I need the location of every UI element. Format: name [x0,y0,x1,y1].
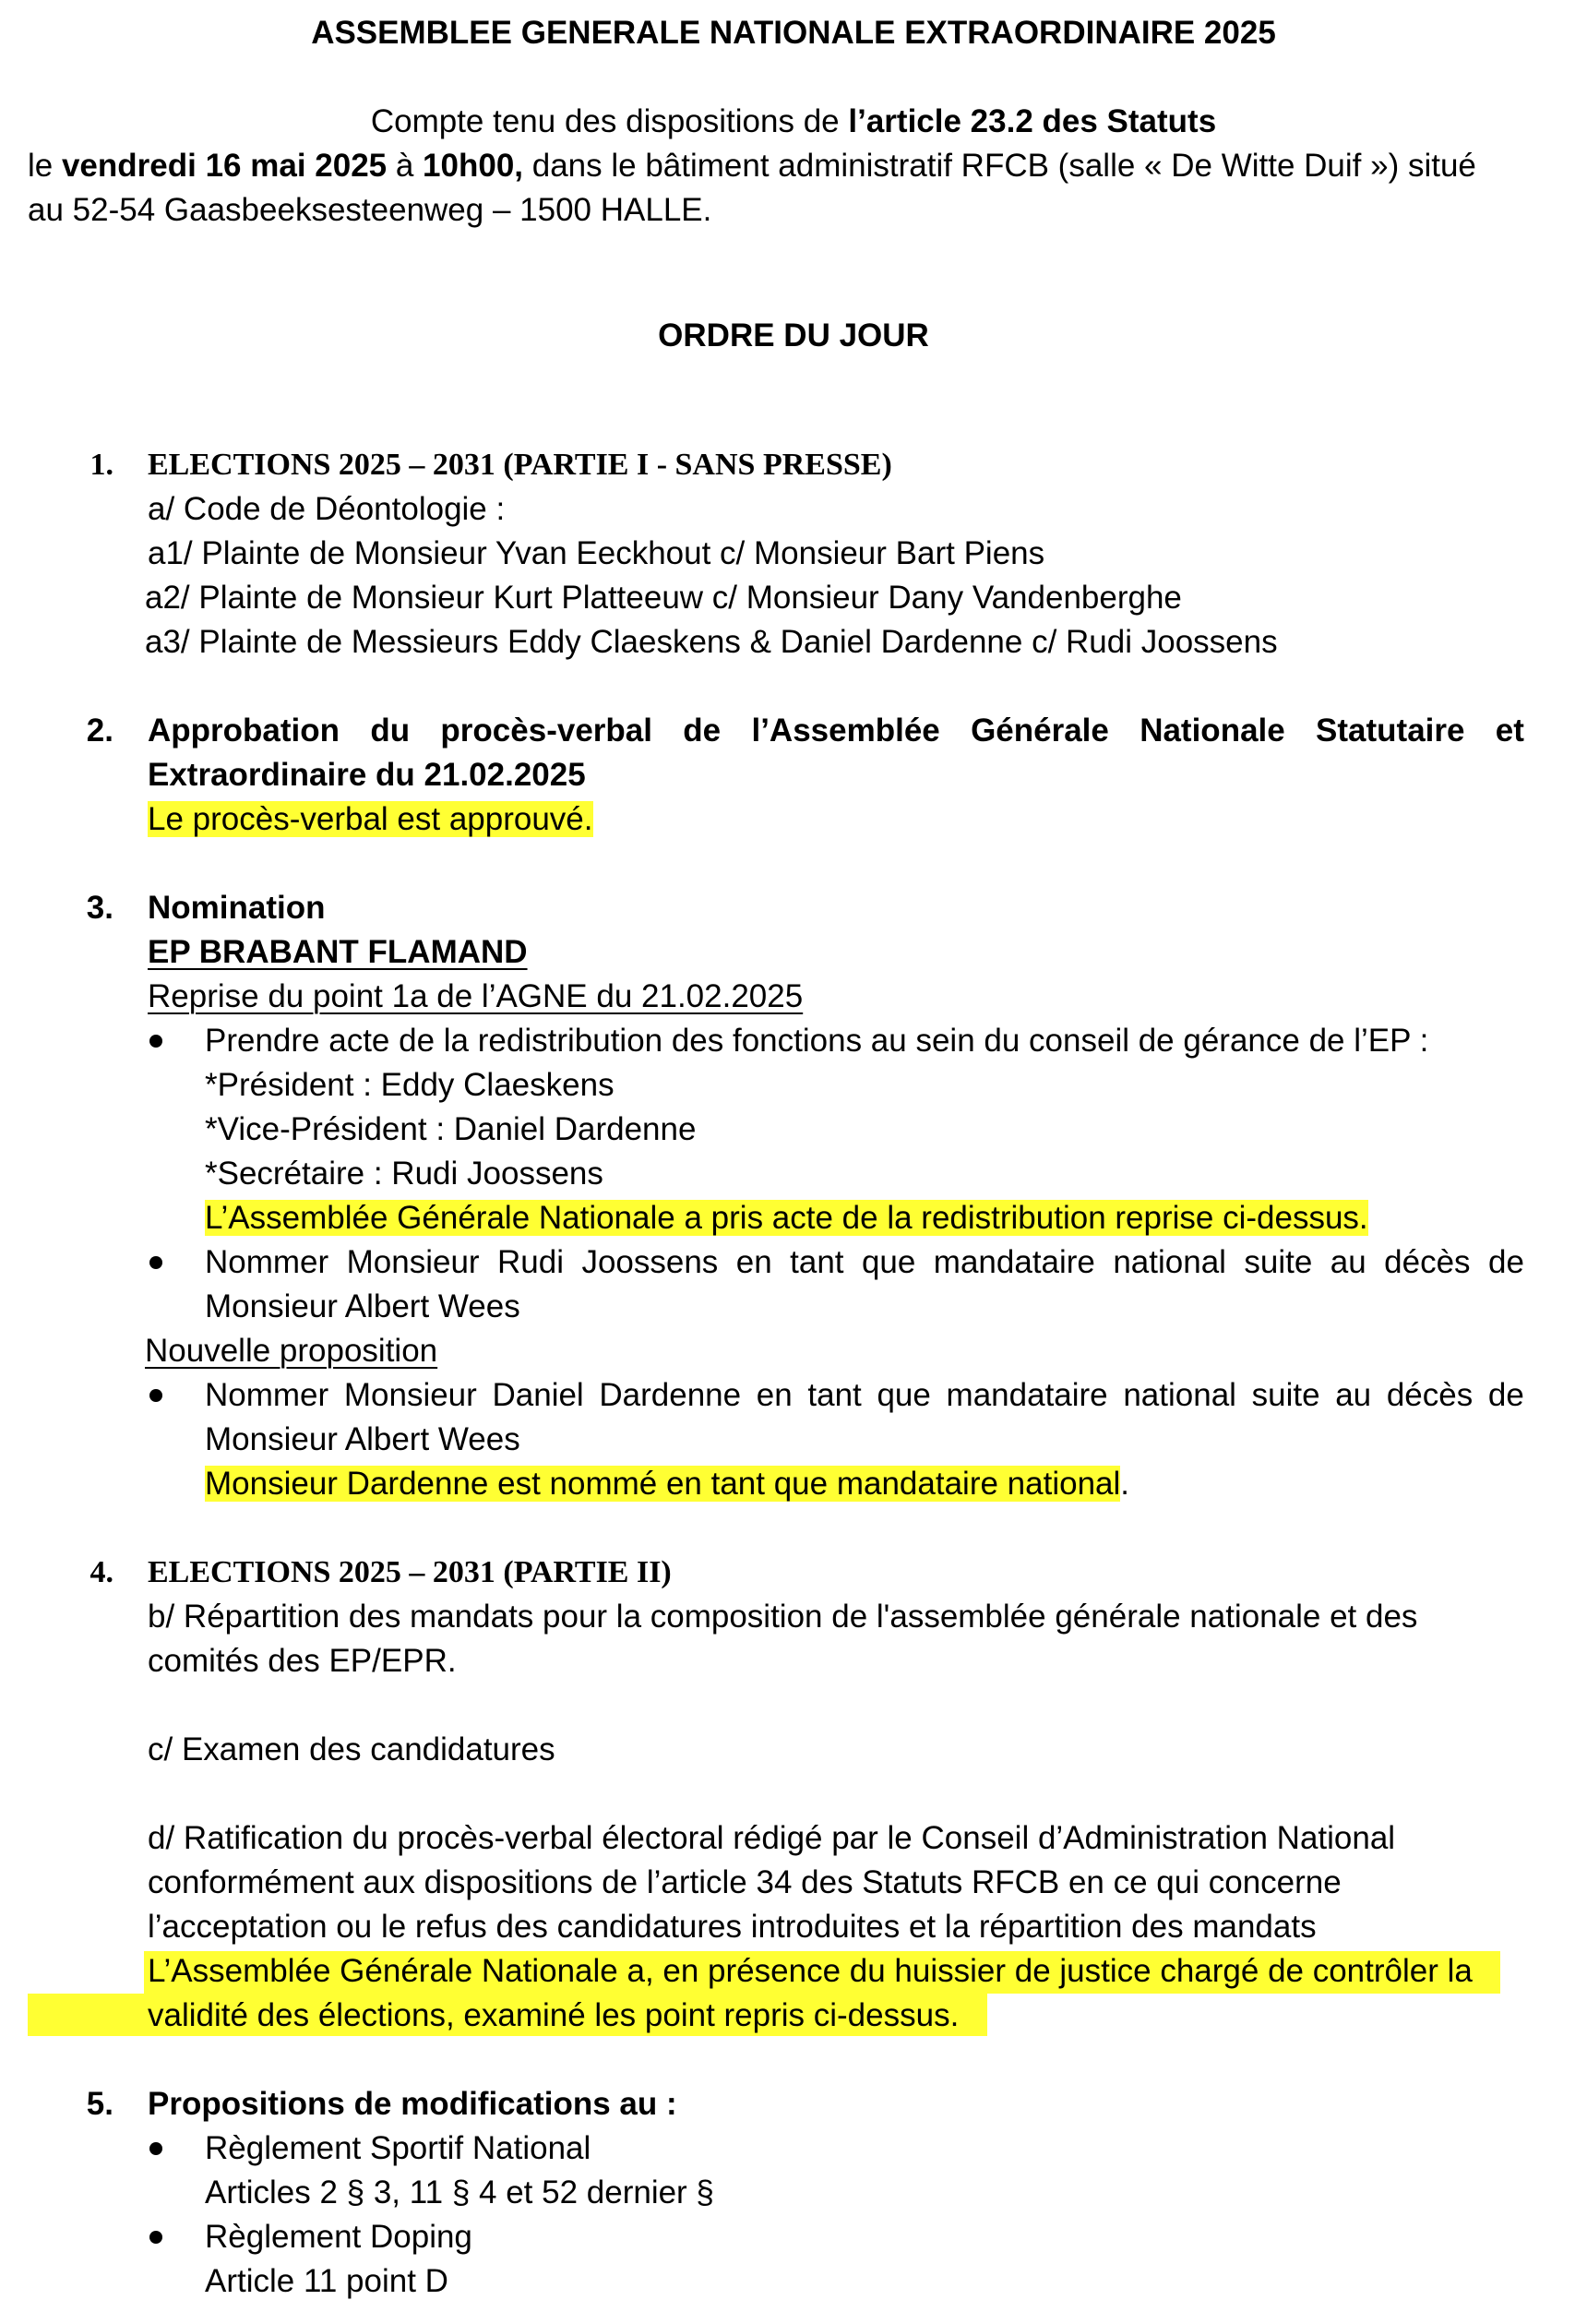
item-5-bullet-1-detail: Articles 2 § 3, 11 § 4 et 52 dernier § [205,2174,714,2210]
item-2-word: et [1495,713,1524,749]
item-3-bullet-3-word: Monsieur [343,1377,477,1413]
statute-article: l’article 23.2 des Statuts [848,103,1217,139]
item-3-bullet-2-word: Joossens [581,1244,719,1280]
item-3-bullet-3-word: décès [1386,1377,1474,1413]
statute-reference-text: Compte tenu des dispositions de [370,103,849,139]
item-4-d-line-3: l’acceptation ou le refus des candidatures introduites et la répartition des mandats [148,1909,1317,1945]
date-connector: à [387,148,424,184]
item-3-new-proposal: Nouvelle proposition [145,1333,438,1369]
item-2-title-line-1 [148,709,1524,753]
item-5-bullet-2-detail: Article 11 point D [205,2263,448,2299]
item-2-word: Approbation [148,713,340,749]
item-3-bullet-2-line-2: Monsieur Albert Wees [205,1288,520,1324]
item-3-bullet-2-word: de [1487,1244,1524,1280]
item-3-bullet-2-word: Rudi [497,1244,564,1280]
item-2-word: Nationale [1140,713,1285,749]
item-3-bullet-2-line-1 [205,1240,1524,1285]
item-2-title-line-2: Extraordinaire du 21.02.2025 [148,757,586,793]
item-4-b-line-1: b/ Répartition des mandats pour la composition de l'assemblée générale nationale et des [148,1599,1418,1635]
meeting-date-line [28,144,1476,188]
meeting-location: dans le bâtiment administratif RFCB (salle « De Witte Duif ») situé [523,148,1476,184]
item-3-bullet-1: Prendre acte de la redistribution des fonctions au sein du conseil de gérance de l’EP : [205,1023,1429,1059]
item-1-title: ELECTIONS 2025 – 2031 (PARTIE I - SANS PRESSE) [148,448,892,482]
item-4-b-line-2: comités des EP/EPR. [148,1643,457,1679]
bullet-icon [149,2142,162,2155]
item-1-a3: a3/ Plainte de Messieurs Eddy Claeskens & Daniel Dardenne c/ Rudi Joossens [145,624,1278,660]
item-3-decision-2-highlight: Monsieur Dardenne est nommé en tant que mandataire national [205,1466,1121,1502]
item-2-decision [148,797,593,842]
item-3-decision-1 [205,1196,1368,1240]
item-3-reprise: Reprise du point 1a de l’AGNE du 21.02.2025 [148,978,804,1014]
statute-reference-line [0,100,1587,144]
item-4-decision-line-2: validité des élections, examiné les point repris ci-dessus. [148,1997,960,2033]
agenda-title: ORDRE DU JOUR [658,317,929,353]
bullet-icon [149,1035,162,1048]
item-3-bullet-2-word: Monsieur [346,1244,480,1280]
item-3-bullet-3-word: au [1335,1377,1372,1413]
item-3-bullet-2-word: national [1113,1244,1226,1280]
bullet-icon [149,1256,162,1269]
item-4-title: ELECTIONS 2025 – 2031 (PARTIE II) [148,1555,672,1589]
item-2-word: l’Assemblée [751,713,940,749]
item-4-d-line-2: conformément aux dispositions de l’article 34 des Statuts RFCB en ce qui concerne [148,1864,1342,1900]
item-3-bullet-3-line-2: Monsieur Albert Wees [205,1421,520,1457]
item-3-bullet-2-word: tant [790,1244,844,1280]
item-3-bullet-3-word: en [756,1377,793,1413]
item-3-entity: EP BRABANT FLAMAND [148,934,528,970]
item-3-decision-2 [205,1462,1129,1506]
item-3-number: 3. [86,890,113,926]
item-2-decision-highlight: Le procès-verbal est approuvé. [148,801,593,837]
item-3-bullet-3-word: tant [807,1377,862,1413]
item-3-bullet-2-word: suite [1244,1244,1313,1280]
item-2-word: procès-verbal [440,713,652,749]
meeting-time: 10h00, [423,148,524,184]
item-3-secretary: *Secrétaire : Rudi Joossens [205,1156,603,1192]
item-5-number: 5. [86,2086,113,2122]
item-3-vice-president: *Vice-Président : Daniel Dardenne [205,1111,697,1147]
item-5-bullet-2: Règlement Doping [205,2219,472,2255]
item-3-bullet-3-word: mandataire [946,1377,1108,1413]
date-prefix: le [28,148,62,184]
item-3-president: *Président : Eddy Claeskens [205,1067,615,1103]
item-4-number: 4. [89,1555,113,1589]
item-3-title: Nomination [148,890,326,926]
item-3-bullet-3-word: de [1487,1377,1524,1413]
item-3-bullet-2-word: décès [1384,1244,1471,1280]
item-3-decision-2-period: . [1120,1466,1130,1502]
item-1-number: 1. [89,448,113,482]
item-5-bullet-1: Règlement Sportif National [205,2130,591,2166]
item-3-bullet-3-word: Daniel [492,1377,584,1413]
item-3-bullet-3-word: suite [1251,1377,1320,1413]
meeting-date: vendredi 16 mai 2025 [61,148,388,184]
bullet-icon [149,2231,162,2244]
item-3-decision-1-highlight: L’Assemblée Générale Nationale a pris acte de la redistribution reprise ci-dessus. [205,1200,1368,1236]
item-1-a1: a1/ Plainte de Monsieur Yvan Eeckhout c/ Monsieur Bart Piens [148,535,1045,571]
item-2-word: Générale [971,713,1109,749]
item-1-sub-a: a/ Code de Déontologie : [148,491,506,527]
item-3-bullet-2-word: Nommer [205,1244,329,1280]
item-3-bullet-3-word: que [877,1377,931,1413]
document-title: ASSEMBLEE GENERALE NATIONALE EXTRAORDINAIRE 2025 [311,15,1276,51]
item-3-bullet-2-word: mandataire [933,1244,1095,1280]
meeting-address: au 52-54 Gaasbeeksesteenweg – 1500 HALLE. [28,192,712,228]
item-4-c: c/ Examen des candidatures [148,1731,555,1767]
item-3-bullet-2-word: au [1330,1244,1366,1280]
item-5-title: Propositions de modifications au : [148,2086,677,2122]
bullet-icon [149,1389,162,1402]
item-1-a2: a2/ Plainte de Monsieur Kurt Platteeuw c/ Monsieur Dany Vandenberghe [145,580,1182,616]
item-3-bullet-3-word: national [1123,1377,1236,1413]
item-4-decision-line-1: L’Assemblée Générale Nationale a, en présence du huissier de justice chargé de contrôler la [148,1953,1473,1989]
item-2-word: de [683,713,722,749]
item-2-number: 2. [86,713,113,749]
item-3-bullet-2-word: en [735,1244,772,1280]
item-2-word: du [370,713,411,749]
item-3-bullet-3-line-1 [205,1373,1524,1418]
item-3-bullet-2-word: que [861,1244,916,1280]
item-4-d-line-1: d/ Ratification du procès-verbal électoral rédigé par le Conseil d’Administration National [148,1820,1396,1856]
item-3-bullet-3-word: Nommer [205,1377,329,1413]
item-3-bullet-3-word: Dardenne [599,1377,742,1413]
item-2-word: Statutaire [1316,713,1465,749]
